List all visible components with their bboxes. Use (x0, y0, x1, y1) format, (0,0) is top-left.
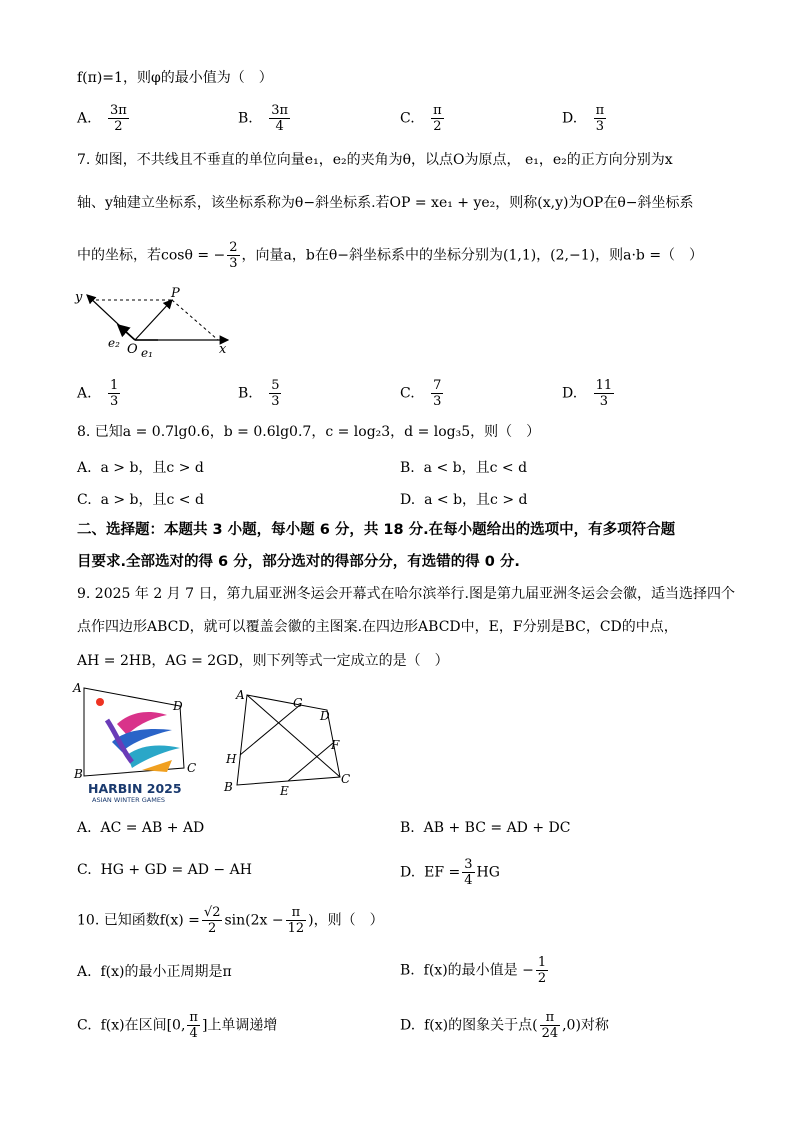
asian-winter-games-logo-figure (72, 680, 202, 805)
quad-c-label: C (341, 772, 351, 786)
q7-option-a: A. $\frac{1}{3}$ (77, 378, 119, 409)
quad-g-label: G (293, 696, 303, 710)
q8-option-c: C. a > b，且c < d (77, 492, 204, 508)
fig-p-label: P (171, 286, 180, 301)
q7-option-d: D. $\frac{11}{3}$ (562, 378, 613, 409)
fig-x-label: x (219, 342, 227, 357)
quad-f-label: F (331, 738, 340, 752)
sun-emblem-icon (96, 698, 104, 706)
q6-option-a: A. $\frac{3\pi}{2}$ (77, 103, 127, 134)
q6-option-b: B. $\frac{3\pi}{4}$ (238, 103, 289, 134)
q8-stem: 8. 已知a = 0.7lg0.6，b = 0.6lg0.7，c = log₂3，d = log₃5，则（ ） (77, 424, 541, 440)
q9-option-d: D. EF = $\frac{3}{4}$ HG (400, 857, 500, 888)
q7-line3: 中的坐标，若cosθ = − $\frac{2}{3}$ ，向量a，b在θ−斜坐标系中的坐标分别为(1,1)，(2,−1)，则a·b =（ ） (77, 240, 704, 271)
q9-line3: AH = 2HB，AG = 2GD，则下列等式一定成立的是（ ） (77, 653, 449, 669)
q9-option-c: C. HG + GD = AD − AH (77, 862, 252, 878)
q9-line2: 点作四边形ABCD，就可以覆盖会徽的主图案.在四边形ABCD中，E，F分别是BC，CD的中点， (77, 619, 678, 635)
q10-option-d: D. f(x)的图象关于点( $\frac{\pi}{24}$ ,0)对称 (400, 1010, 609, 1041)
quad-d-label: D (320, 709, 330, 723)
q10-option-a: A. f(x)的最小正周期是π (77, 964, 232, 980)
q7-line2: 轴、y轴建立坐标系，该坐标系称为θ−斜坐标系.若OP = xe₁ + ye₂，则称(x,y)为OP在θ−斜坐标系 (77, 195, 694, 211)
q7-option-b: B. $\frac{5}{3}$ (238, 378, 280, 409)
q10-option-c: C. f(x)在区间[0, $\frac{\pi}{4}$ ]上单调递增 (77, 1010, 278, 1041)
q6-option-c: C. $\frac{\pi}{2}$ (400, 103, 442, 134)
q8-option-b: B. a < b，且c < d (400, 460, 528, 476)
q7-line1: 7. 如图，不共线且不垂直的单位向量e₁，e₂的夹角为θ，以点O为原点， e₁，e₂的正方向分别为x (77, 152, 673, 168)
logo-c-label: C (187, 761, 197, 775)
quad-b-label: B (224, 780, 233, 794)
logo-brand-text: HARBIN 2025 (88, 781, 182, 796)
q7-option-c: C. $\frac{7}{3}$ (400, 378, 442, 409)
q6-stem-tail: f(π)=1，则φ的最小值为（ ） (77, 70, 273, 86)
fig-o-label: O (127, 342, 138, 357)
q9-line1: 9. 2025 年 2 月 7 日，第九届亚洲冬运会开幕式在哈尔滨举行.图是第九届亚洲冬运会会徽，适当选择四个 (77, 586, 735, 602)
q9-option-a: A. AC = AB + AD (77, 820, 205, 836)
section2-heading-line1: 二、选择题：本题共 3 小题，每小题 6 分，共 18 分.在每小题给出的选项中，有多项符合题 (77, 522, 676, 538)
quad-h-label: H (226, 752, 237, 766)
logo-b-label: B (74, 767, 83, 781)
logo-a-label: A (73, 681, 82, 695)
quadrilateral-abcd-figure (222, 685, 362, 800)
fig-e2-label: e₂ (108, 336, 120, 350)
q8-option-a: A. a > b，且c > d (77, 460, 204, 476)
q10-stem: 10. 已知函数f(x) = $\frac{√2}{2}$ sin(2x − $\frac{\pi}{12}$ )，则（ ） (77, 905, 384, 936)
logo-d-label: D (173, 699, 183, 713)
quad-a-label: A (236, 688, 245, 702)
q6-option-d: D. $\frac{\pi}{3}$ (562, 103, 605, 134)
fig-e1-label: e₁ (141, 346, 153, 360)
quad-e-label: E (280, 784, 289, 798)
logo-sub-text: ASIAN WINTER GAMES (92, 796, 166, 804)
q9-option-b: B. AB + BC = AD + DC (400, 820, 571, 836)
oblique-coordinate-figure (70, 285, 240, 365)
q10-option-b: B. f(x)的最小值是 − $\frac{1}{2}$ (400, 955, 547, 986)
section2-heading-line2: 目要求.全部选对的得 6 分，部分选对的得部分分，有选错的得 0 分. (77, 554, 520, 570)
fig-y-label: y (75, 290, 83, 305)
q8-option-d: D. a < b，且c > d (400, 492, 528, 508)
